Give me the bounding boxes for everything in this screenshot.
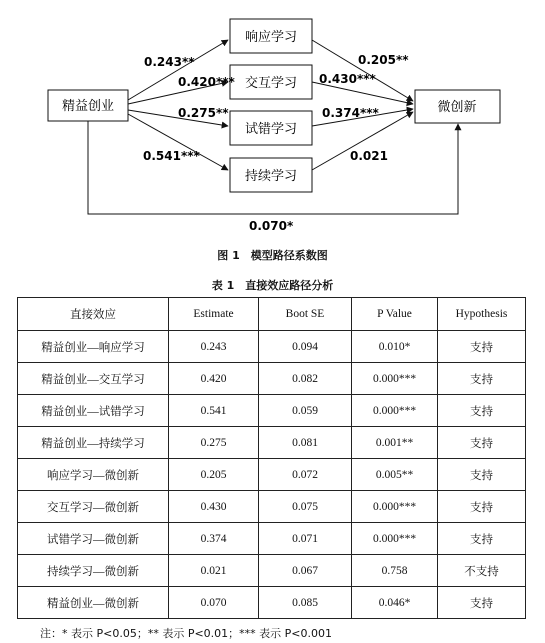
cell-estimate: 0.430 xyxy=(169,491,259,523)
cell-boot-se: 0.067 xyxy=(259,555,352,587)
coef-direct: 0.070* xyxy=(249,219,294,233)
cell-estimate: 0.541 xyxy=(169,395,259,427)
header-boot-se: Boot SE xyxy=(259,298,352,331)
coef-b4: 0.021 xyxy=(350,149,388,163)
cell-path: 精益创业—试错学习 xyxy=(18,395,169,427)
table-row xyxy=(18,555,526,587)
coef-a4: 0.541*** xyxy=(143,149,200,163)
cell-hypothesis: 支持 xyxy=(438,331,526,363)
coef-a2: 0.420*** xyxy=(178,75,235,89)
results-table xyxy=(17,297,526,619)
label-mediator-4: 持续学习 xyxy=(244,169,298,184)
label-mediator-3: 试错学习 xyxy=(244,122,298,137)
cell-p-value: 0.000*** xyxy=(352,523,438,555)
cell-estimate: 0.275 xyxy=(169,427,259,459)
cell-boot-se: 0.072 xyxy=(259,459,352,491)
label-outcome: 微创新 xyxy=(437,100,477,115)
cell-boot-se: 0.082 xyxy=(259,363,352,395)
path-diagram xyxy=(0,0,545,245)
cell-hypothesis: 支持 xyxy=(438,459,526,491)
path-arrow-a1 xyxy=(128,40,228,100)
label-mediator-1: 响应学习 xyxy=(244,30,298,45)
cell-path: 持续学习—微创新 xyxy=(18,555,169,587)
cell-boot-se: 0.075 xyxy=(259,491,352,523)
coef-a3: 0.275** xyxy=(178,106,229,120)
cell-path: 精益创业—交互学习 xyxy=(18,363,169,395)
label-source: 精益创业 xyxy=(61,99,115,114)
coef-b3: 0.374*** xyxy=(322,106,379,120)
cell-estimate: 0.420 xyxy=(169,363,259,395)
table-row xyxy=(18,331,526,363)
label-mediator-2: 交互学习 xyxy=(244,76,298,91)
cell-estimate: 0.070 xyxy=(169,587,259,619)
cell-p-value: 0.758 xyxy=(352,555,438,587)
table-row xyxy=(18,427,526,459)
cell-boot-se: 0.081 xyxy=(259,427,352,459)
header-p-value: P Value xyxy=(352,298,438,331)
cell-p-value: 0.010* xyxy=(352,331,438,363)
table-row xyxy=(18,491,526,523)
cell-estimate: 0.243 xyxy=(169,331,259,363)
cell-p-value: 0.000*** xyxy=(352,491,438,523)
table-header-row xyxy=(18,298,526,331)
table-caption: 表 1 直接效应路径分析 xyxy=(211,279,334,292)
cell-path: 精益创业—响应学习 xyxy=(18,331,169,363)
table-note: 注：* 表示 P<0.05；** 表示 P<0.01；*** 表示 P<0.001 xyxy=(40,627,333,640)
cell-path: 试错学习—微创新 xyxy=(18,523,169,555)
cell-hypothesis: 支持 xyxy=(438,395,526,427)
cell-hypothesis: 支持 xyxy=(438,427,526,459)
cell-p-value: 0.000*** xyxy=(352,363,438,395)
cell-hypothesis: 不支持 xyxy=(438,555,526,587)
header-estimate: Estimate xyxy=(169,298,259,331)
table-row xyxy=(18,587,526,619)
coef-a1: 0.243** xyxy=(144,55,195,69)
cell-p-value: 0.000*** xyxy=(352,395,438,427)
cell-path: 交互学习—微创新 xyxy=(18,491,169,523)
coef-b1: 0.205** xyxy=(358,53,409,67)
cell-p-value: 0.005** xyxy=(352,459,438,491)
path-arrow-b1 xyxy=(312,40,413,101)
header-hypothesis: Hypothesis xyxy=(438,298,526,331)
cell-boot-se: 0.071 xyxy=(259,523,352,555)
cell-path: 精益创业—微创新 xyxy=(18,587,169,619)
table-row xyxy=(18,395,526,427)
cell-path: 精益创业—持续学习 xyxy=(18,427,169,459)
cell-boot-se: 0.094 xyxy=(259,331,352,363)
figure-caption: 图 1 模型路径系数图 xyxy=(217,249,328,262)
cell-hypothesis: 支持 xyxy=(438,587,526,619)
cell-p-value: 0.001** xyxy=(352,427,438,459)
cell-boot-se: 0.059 xyxy=(259,395,352,427)
cell-hypothesis: 支持 xyxy=(438,363,526,395)
cell-estimate: 0.021 xyxy=(169,555,259,587)
cell-path: 响应学习—微创新 xyxy=(18,459,169,491)
coef-b2: 0.430*** xyxy=(319,72,376,86)
cell-hypothesis: 支持 xyxy=(438,523,526,555)
table-row xyxy=(18,363,526,395)
table-row xyxy=(18,459,526,491)
cell-estimate: 0.205 xyxy=(169,459,259,491)
table-row xyxy=(18,523,526,555)
header-direct-effect: 直接效应 xyxy=(18,298,169,331)
cell-estimate: 0.374 xyxy=(169,523,259,555)
cell-p-value: 0.046* xyxy=(352,587,438,619)
cell-boot-se: 0.085 xyxy=(259,587,352,619)
cell-hypothesis: 支持 xyxy=(438,491,526,523)
